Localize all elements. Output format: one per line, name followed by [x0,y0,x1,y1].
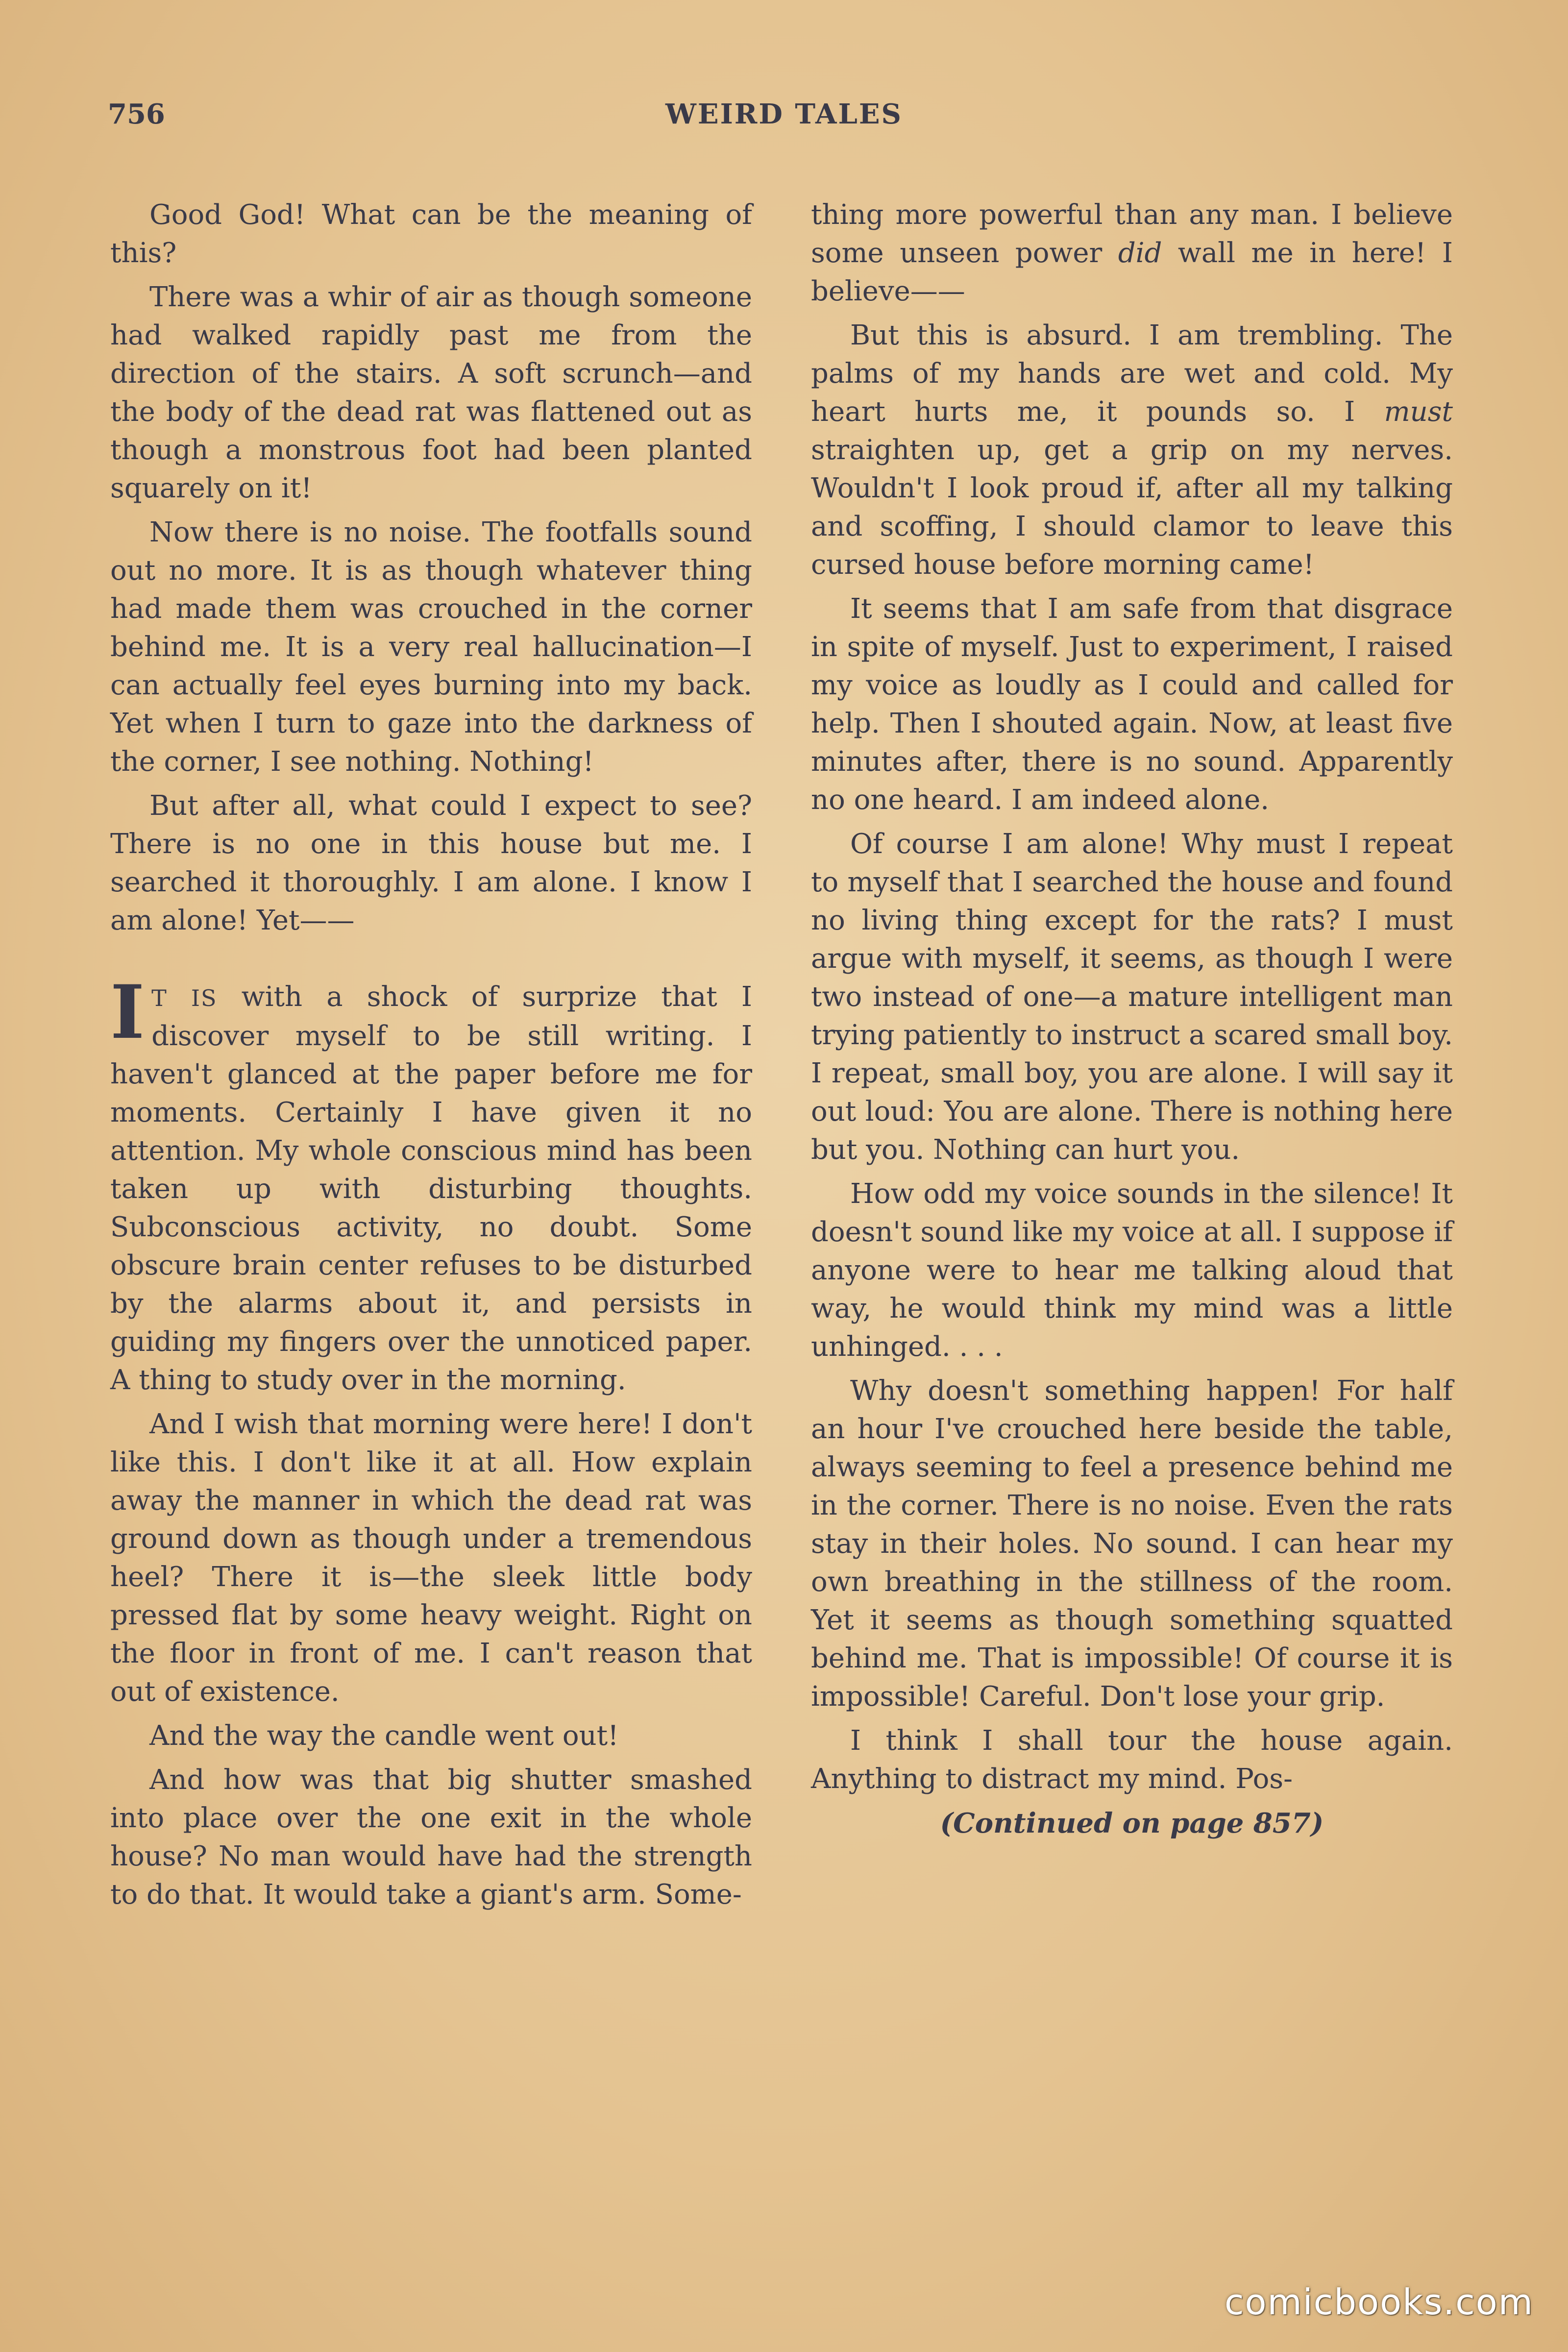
section-opening-paragraph [110,969,752,1399]
text-run: But this is absurd. I am trembling. The palms of my hands are wet and cold. My heart hurts me, it pounds so. I [811,319,1453,428]
left-column [110,196,752,1920]
paragraph: I think I shall tour the house again. Anything to distract my mind. Pos- [811,1725,1453,1795]
paragraph [811,317,1453,584]
italic-word: did [1118,237,1162,269]
paragraph: And how was that big shutter smashed into place over the one exit in the whole house? No man would have had the strength to do that. It would take a giant's arm. Some- [110,1764,752,1911]
paragraph: There was a whir of air as though someone had walked rapidly past me from the direction of the stairs. A soft scrunch—and the body of the dead rat was flattened out as though a monstrous foot had been planted squarely on it! [110,281,752,504]
watermark: comicbooks.com [1224,2281,1534,2323]
paragraph: Of course I am alone! Why must I repeat to myself that I searched the house and found no living thing except for the rats? I must argue with myself, it seems, as though I were two instead of one—a mature intelligent man trying patiently to instruct a scared small boy. I repeat, small boy, you are alone. I will say it out loud: You are alone. There is nothing here but you. Nothing can hurt you. [811,828,1453,1166]
drop-cap: I [110,969,145,1055]
text-run: straighten up, get a grip on my nerves. Wouldn't I look proud if, after all my talking and scoffing, I should clamor to leave this cursed house before morning came! [811,434,1453,581]
paragraph: How odd my voice sounds in the silence! It doesn't sound like my voice at all. I suppose if anyone were to hear me talking aloud that way, he would think my mind was a little unhinged. . . . [811,1178,1453,1363]
paragraph: But after all, what could I expect to see? There is no one in this house but me. I searched it thoroughly. I am alone. I know I am alone! Yet—— [110,790,752,936]
paragraph: And I wish that morning were here! I don't like this. I don't like it at all. How explain away the manner in which the dead rat was ground down as though under a tremendous heel? There it is—the sleek little body pressed flat by some heavy weight. Right on the floor in front of me. I can't reason that out of existence. [110,1408,752,1708]
page-number: 756 [108,98,165,130]
text-run: wall me in here! I believe—— [811,237,1453,307]
paragraph [811,196,1453,311]
paragraph: And the way the candle went out! [149,1720,619,1752]
paragraph: Why doesn't something happen! For half an hour I've crouched here beside the table, always seeming to feel a presence behind me in the corner. There is no noise. Even the rats stay in their holes. No sound. I can hear my own breathing in the stillness of the room. Yet it seems as though something squatted behind me. That is impossible! Of course it is impossible! Careful. Don't lose your grip. [811,1375,1453,1713]
text-run: thing more powerful than any man. I believe some unseen power [811,199,1453,269]
paragraph: Now there is no noise. The footfalls sound out no more. It is as though whatever thing had made them was crouched in the corner behind me. It is a very real hallucination—I can actually feel eyes burning into my back. Yet when I turn to gaze into the darkness of the corner, I see nothing. Nothing! [110,516,752,778]
paragraph: Good God! What can be the meaning of this? [110,199,752,269]
section-text: with a shock of surprize that I discover myself to be still writing. I haven't glanced at the paper before me for moments. Certainly I have given it no attention. My whole conscious mind has been taken up with disturbing thoughts. Subconscious activity, no doubt. Some obscure brain center refuses to be disturbed by the alarms about it, and persists in guiding my fingers over the unnoticed paper. A thing to study over in the morning. [110,981,752,1396]
continued-note: (Continued on page 857) [940,1807,1324,1839]
right-column [811,196,1453,1848]
small-caps-lead: T IS [151,985,218,1011]
magazine-title: WEIRD TALES [665,98,903,130]
page-header [108,98,1460,142]
paragraph: It seems that I am safe from that disgrace in spite of myself. Just to experiment, I raised my voice as loudly as I could and called for help. Then I shouted again. Now, at least five minutes after, there is no sound. Apparently no one heard. I am indeed alone. [811,593,1453,816]
italic-word: must [1384,396,1453,428]
